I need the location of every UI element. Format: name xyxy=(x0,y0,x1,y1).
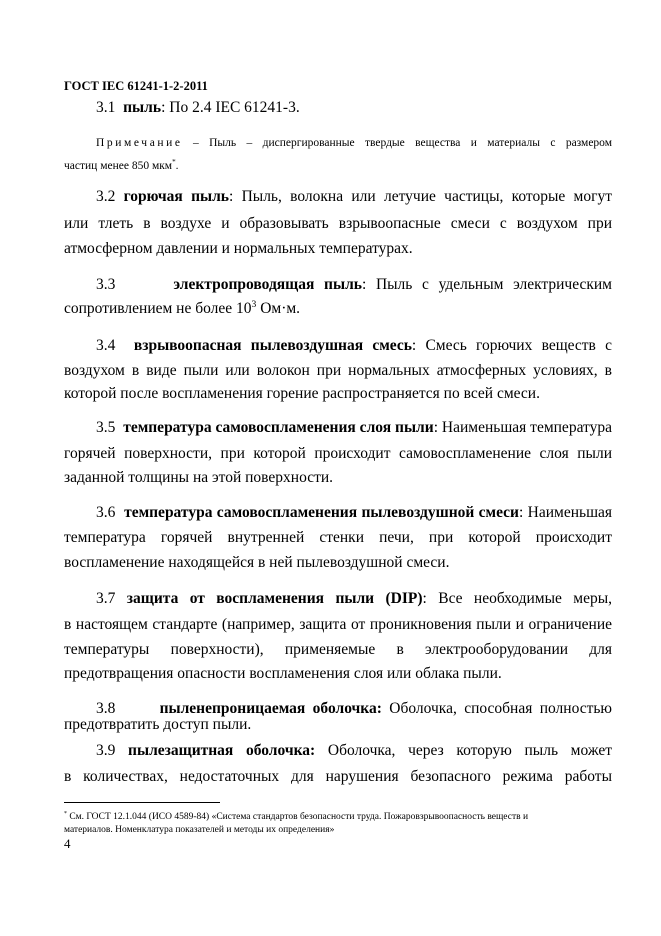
section-3-4 xyxy=(96,336,612,356)
section-3-5 xyxy=(96,418,612,438)
section-number: 3.5 xyxy=(96,419,116,436)
text-line: предотвратить доступ пыли. xyxy=(64,716,252,733)
definition-text: Оболочка, способная полностью xyxy=(381,700,612,717)
document-header: ГОСТ IEC 61241-1-2-2011 xyxy=(64,79,208,93)
definition-text: : Пыль с удельным электрическим xyxy=(361,276,612,293)
section-3-7 xyxy=(96,589,612,609)
definition-text: : Пыль, волокна или летучие частицы, которые могут xyxy=(229,188,612,205)
text-line: температура горячей внутренней стенки печи, при которой происходит xyxy=(64,529,612,546)
term-dust-ignition-protection: защита от воспламенения пыли (DIP) xyxy=(126,590,423,607)
footnote-marker: * xyxy=(172,158,176,167)
text-line: в настоящем стандарте (например, защита от проникновения пыли и ограничение xyxy=(64,616,612,633)
note-text: частиц менее 850 мкм xyxy=(64,160,173,172)
term-dust-protected-enclosure: пылезащитная оболочка: xyxy=(128,742,316,759)
footnote-text: См. ГОСТ 12.1.044 (ИСО 4589-84) «Система стандартов безопасности труда. Пожаровзрывоопасность веществ и xyxy=(66,812,529,822)
note-line-2: частиц менее 850 мкм*. xyxy=(64,158,179,172)
definition-text: : Наименьшая xyxy=(518,504,612,521)
note-line-1 xyxy=(96,133,612,153)
definition-text: : Смесь горючих веществ с xyxy=(411,337,612,354)
section-number: 3.8 xyxy=(96,700,116,717)
page-number: 4 xyxy=(64,836,71,851)
section-number: 3.3 xyxy=(96,276,116,293)
section-3-9 xyxy=(96,741,612,761)
term-conductive-dust: электропроводящая пыль xyxy=(173,276,362,293)
section-number: 3.2 xyxy=(96,188,116,205)
text-line: сопротивлением не более $10^3$ Ом·м. xyxy=(64,298,301,317)
text-line: атмосферном давлении и нормальных температурах. xyxy=(64,240,413,257)
definition-text: : По 2.4 IEC 61241-3. xyxy=(161,99,300,116)
section-number: 3.6 xyxy=(96,504,116,521)
text-line: заданной толщины на этой поверхности. xyxy=(64,469,334,486)
term-dust-cloud-ignition-temperature: температура самовоспламенения пылевоздушной смеси xyxy=(124,504,519,521)
term-combustible-dust: горючая пыль xyxy=(123,188,230,205)
text-line: температуры поверхности), применяемые в электрооборудовании для xyxy=(64,641,612,658)
section-number: 3.4 xyxy=(96,337,116,354)
term-explosive-dust-air-mixture: взрывоопасная пылевоздушная смесь xyxy=(133,337,412,354)
section-number: 3.9 xyxy=(96,742,116,759)
text-line: воздухом в виде пыли или волокон при нормальных атмосферных условиях, в xyxy=(64,362,612,379)
section-number: 3.1 xyxy=(96,99,116,116)
note-text: – Пыль – диспергированные твердые вещества и материалы с размером xyxy=(182,137,612,149)
section-number: 3.7 xyxy=(96,590,116,607)
text-line: которой после воспламенения горение распространяется по всей смеси. xyxy=(64,385,540,402)
text-line: в количествах, недостаточных для нарушения безопасного режима работы xyxy=(64,768,612,785)
definition-text: : Все необходимые меры, xyxy=(422,590,612,607)
section-3-1 xyxy=(96,98,612,118)
term-dust-tight-enclosure: пыленепроницаемая оболочка: xyxy=(159,700,382,717)
section-3-6 xyxy=(96,503,612,523)
term-dust: пыль xyxy=(123,99,162,116)
text-line: или тлеть в воздухе и образовывать взрывоопасные смеси с воздухом при xyxy=(64,215,612,232)
definition-text: : Наименьшая температура xyxy=(433,419,612,436)
footnote-text: материалов. Номенклатура показателей и методы их определения» xyxy=(64,825,335,835)
text-line: горячей поверхности, при которой происходит самовоспламенение слоя пыли xyxy=(64,445,612,462)
footnote-mark: * xyxy=(64,810,67,817)
definition-text: Оболочка, через которую пыль может xyxy=(327,742,612,759)
section-3-3 xyxy=(96,275,612,295)
text-line: предотвращения опасности воспламенения слоя или облака пыли. xyxy=(64,665,502,682)
text-line: воспламенение находящейся в ней пылевоздушной смеси. xyxy=(64,554,450,571)
term-dust-layer-ignition-temperature: температура самовоспламенения слоя пыли xyxy=(123,419,434,436)
footnote xyxy=(64,811,612,837)
note-label: Примечание xyxy=(96,137,183,149)
section-3-2 xyxy=(96,187,612,207)
footnote-divider xyxy=(64,802,220,803)
